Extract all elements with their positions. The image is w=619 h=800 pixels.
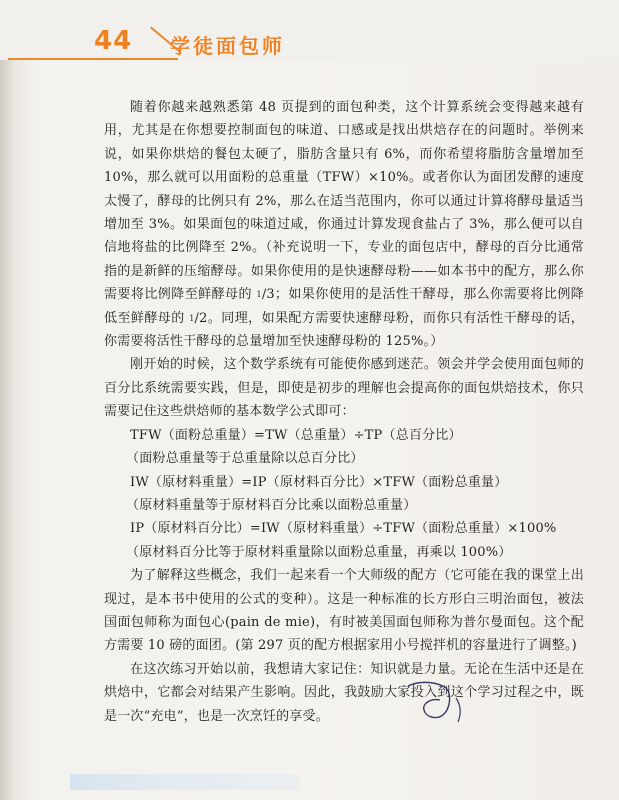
- paragraph-3: 为了解释这些概念，我们一起来看一个大师级的配方（它可能在我的课堂上出现过，是本书中使用的公式的变种）。这是一种标准的长方形白三明治面包，被法国面包师称为面包心(pain de mie)，有时被美国面包师称为普尔曼面包。这个配方需要 10 磅的面团。(第 297 页的配方根据家用小号搅拌机的容量进行了调整。): [104, 568, 584, 654]
- header-rule: [8, 58, 178, 60]
- paragraph-1: [104, 96, 584, 353]
- page-number: 44: [94, 26, 133, 56]
- formula-ip: IP（原材料百分比）=IW（原材料重量）÷TFW（面粉总重量）×100%: [130, 521, 557, 537]
- paragraph-4: 在这次练习开始以前，我想请大家记住：知识就是力量。无论在生活中还是在烘焙中，它都会对结果产生影响。因此，我鼓励大家投入到这个学习过程之中，既是一次“充电”，也是一次烹饪的享受。: [104, 661, 584, 724]
- formula-tfw-note: （面粉总重量等于总重量除以总百分比）: [126, 451, 364, 467]
- fraction-numerator-1: 1: [256, 290, 262, 300]
- spine-shadow: [0, 0, 14, 800]
- body-text: [104, 96, 584, 728]
- formula-iw: IW（原材料重量）=IP（原材料百分比）×TFW（面粉总重量）: [130, 474, 508, 490]
- fraction-numerator-2: 1: [189, 313, 195, 323]
- footer-decoration: [70, 774, 300, 790]
- paragraph-2: 刚开始的时候，这个数学系统有可能使你感到迷茫。领会并学会使用面包师的百分比系统需要实践，但是，即使是初步的理解也会提高你的面包烘焙技术，你只需要记住这些烘焙师的基本数学公式即可：: [104, 357, 584, 420]
- formula-ip-note: （原材料百分比等于原材料重量除以面粉总重量，再乘以 100%）: [126, 544, 512, 560]
- page-header: [0, 0, 619, 60]
- handwritten-pen-mark: [400, 678, 490, 728]
- chapter-title: 学徒面包师: [170, 34, 285, 58]
- paragraph-1-part-b: /3；如果你使用的是活性干酵母，那么你需要将比例降低至鲜酵母的: [104, 287, 584, 326]
- paragraph-1-part-c: /2。同理，如果配方需要快速酵母粉，而你只有活性干酵母的话，你需要将活性干酵母的总量增加至快速酵母粉的 125%。）: [104, 310, 584, 350]
- formula-iw-note: （原材料重量等于原材料百分比乘以面粉总重量）: [126, 497, 417, 513]
- paragraph-1-part-a: 随着你越来越熟悉第 48 页提到的面包种类，这个计算系统会变得越来越有用，尤其是在你想要控制面包的味道、口感或是找出烘焙存在的问题时。举例来说，如果你烘焙的餐包太硬了，脂肪含量只有 6%，而你希望将脂肪含量增加至 10%，那么就可以用面粉的总重量（TFW）×10%。或者你认为面团发酵的速度太慢了，酵母的比例只有 2%，那么在适当范围内，你可以通过计算将酵母量适当增加至 3%。如果面包的味道过咸，你通过计算发现食盐占了 3%，那么便可以自信地将盐的比例降至 2%。（补充说明一下，专业的面包店中，酵母的百分比通常指的是新鲜的压缩酵母。如果你使用的是快速酵母粉——如本书中的配方，那么你需要将比例降至鲜酵母的: [104, 100, 584, 303]
- formula-tfw: TFW（面粉总重量）=TW（总重量）÷TP（总百分比）: [130, 427, 462, 443]
